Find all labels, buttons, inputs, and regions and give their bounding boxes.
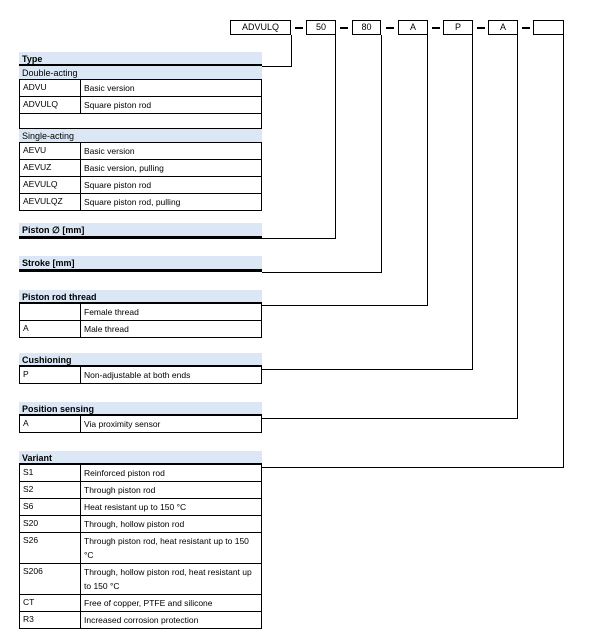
- table-row-empty: [20, 114, 261, 129]
- type-code: ADVU: [20, 80, 81, 96]
- table-row: [20, 612, 261, 629]
- variant-description: Through, hollow piston rod, heat resistant up to 150 °C: [84, 567, 252, 591]
- order-code-thread: A: [398, 20, 428, 35]
- sensing-code: A: [20, 416, 81, 432]
- variant-code: CT: [20, 595, 81, 611]
- variant-code: S20: [20, 516, 81, 532]
- leader-piston-v: [335, 35, 336, 239]
- type-code: ADVULQ: [20, 97, 81, 113]
- leader-type-v: [291, 35, 292, 67]
- cushioning-header: Cushioning: [19, 353, 262, 367]
- leader-sensing-h: [262, 418, 518, 419]
- order-code-separator: [340, 27, 348, 29]
- position-sensing-header: Position sensing: [19, 402, 262, 416]
- double-acting-subheader: Double-acting: [19, 66, 262, 80]
- table-row: [20, 160, 261, 177]
- order-code-cushioning: P: [443, 20, 473, 35]
- table-row: [20, 304, 261, 321]
- piston-rod-thread-section: [19, 290, 262, 338]
- order-code-separator: [295, 27, 303, 29]
- variant-description: Through piston rod: [84, 485, 156, 495]
- type-description: Basic version: [84, 146, 135, 156]
- position-sensing-table: [19, 416, 262, 433]
- order-code-variant: [533, 20, 564, 35]
- thread-description: Male thread: [84, 324, 129, 334]
- cushioning-code: P: [20, 367, 81, 383]
- piston-rod-thread-table: [19, 304, 262, 338]
- thread-code: [20, 304, 81, 320]
- table-row: [20, 533, 261, 564]
- table-row: [20, 499, 261, 516]
- leader-variant-v: [563, 35, 564, 468]
- variant-description: Heat resistant up to 150 °C: [84, 502, 187, 512]
- type-description: Square piston rod, pulling: [84, 197, 181, 207]
- table-row: [20, 97, 261, 114]
- cushioning-table: [19, 367, 262, 384]
- leader-cushioning-v: [472, 35, 473, 370]
- table-row: [20, 80, 261, 97]
- table-row: [20, 367, 261, 384]
- order-code-separator: [432, 27, 440, 29]
- variant-description: Increased corrosion protection: [84, 615, 199, 625]
- order-code-sensing: A: [488, 20, 518, 35]
- leader-thread-h: [262, 305, 428, 306]
- variant-table: [19, 465, 262, 629]
- order-code-separator: [386, 27, 394, 29]
- single-acting-subheader: Single-acting: [19, 129, 262, 143]
- leader-sensing-v: [517, 35, 518, 419]
- cushioning-section: [19, 353, 262, 384]
- stroke-section: [19, 256, 262, 272]
- order-code-separator: [477, 27, 485, 29]
- variant-header: Variant: [19, 451, 262, 465]
- variant-description: Reinforced piston rod: [84, 468, 165, 478]
- type-description: Square piston rod: [84, 180, 152, 190]
- order-code-separator: [522, 27, 530, 29]
- table-row: [20, 465, 261, 482]
- piston-section: [19, 223, 262, 239]
- table-row: [20, 595, 261, 612]
- type-description: Basic version: [84, 83, 135, 93]
- table-row: [20, 177, 261, 194]
- leader-piston-h: [262, 238, 336, 239]
- type-code: AEVU: [20, 143, 81, 159]
- type-code: AEVUZ: [20, 160, 81, 176]
- table-row: [20, 321, 261, 338]
- variant-code: S2: [20, 482, 81, 498]
- variant-description: Free of copper, PTFE and silicone: [84, 598, 213, 608]
- leader-stroke-h: [262, 272, 382, 273]
- table-row: [20, 416, 261, 433]
- table-row: [20, 194, 261, 211]
- leader-variant-h: [262, 467, 564, 468]
- table-row: [20, 564, 261, 595]
- variant-code: R3: [20, 612, 81, 628]
- type-description: Square piston rod: [84, 100, 152, 110]
- thread-code: A: [20, 321, 81, 337]
- type-description: Basic version, pulling: [84, 163, 164, 173]
- leader-cushioning-h: [262, 369, 473, 370]
- type-section: [19, 52, 262, 211]
- sensing-description: Via proximity sensor: [84, 419, 161, 429]
- piston-rod-thread-header: Piston rod thread: [19, 290, 262, 304]
- leader-type-h: [262, 66, 292, 67]
- thread-description: Female thread: [84, 307, 139, 317]
- piston-header: Piston ∅ [mm]: [19, 223, 262, 239]
- variant-code: S206: [20, 564, 81, 594]
- table-row: [20, 482, 261, 499]
- variant-description: Through piston rod, heat resistant up to 150 °C: [84, 536, 249, 560]
- table-row: [20, 143, 261, 160]
- type-table: [19, 66, 262, 211]
- variant-code: S6: [20, 499, 81, 515]
- order-code-type: ADVULQ: [230, 20, 291, 35]
- table-row: [20, 516, 261, 533]
- variant-code: S26: [20, 533, 81, 563]
- order-code-piston: 50: [306, 20, 336, 35]
- type-code: AEVULQZ: [20, 194, 81, 210]
- order-code-stroke: 80: [352, 20, 381, 35]
- variant-section: [19, 451, 262, 629]
- variant-code: S1: [20, 465, 81, 481]
- leader-stroke-v: [381, 35, 382, 273]
- stroke-header: Stroke [mm]: [19, 256, 262, 272]
- variant-description: Through, hollow piston rod: [84, 519, 185, 529]
- type-code: AEVULQ: [20, 177, 81, 193]
- position-sensing-section: [19, 402, 262, 433]
- type-header: Type: [19, 52, 262, 66]
- leader-thread-v: [427, 35, 428, 306]
- cushioning-description: Non-adjustable at both ends: [84, 370, 191, 380]
